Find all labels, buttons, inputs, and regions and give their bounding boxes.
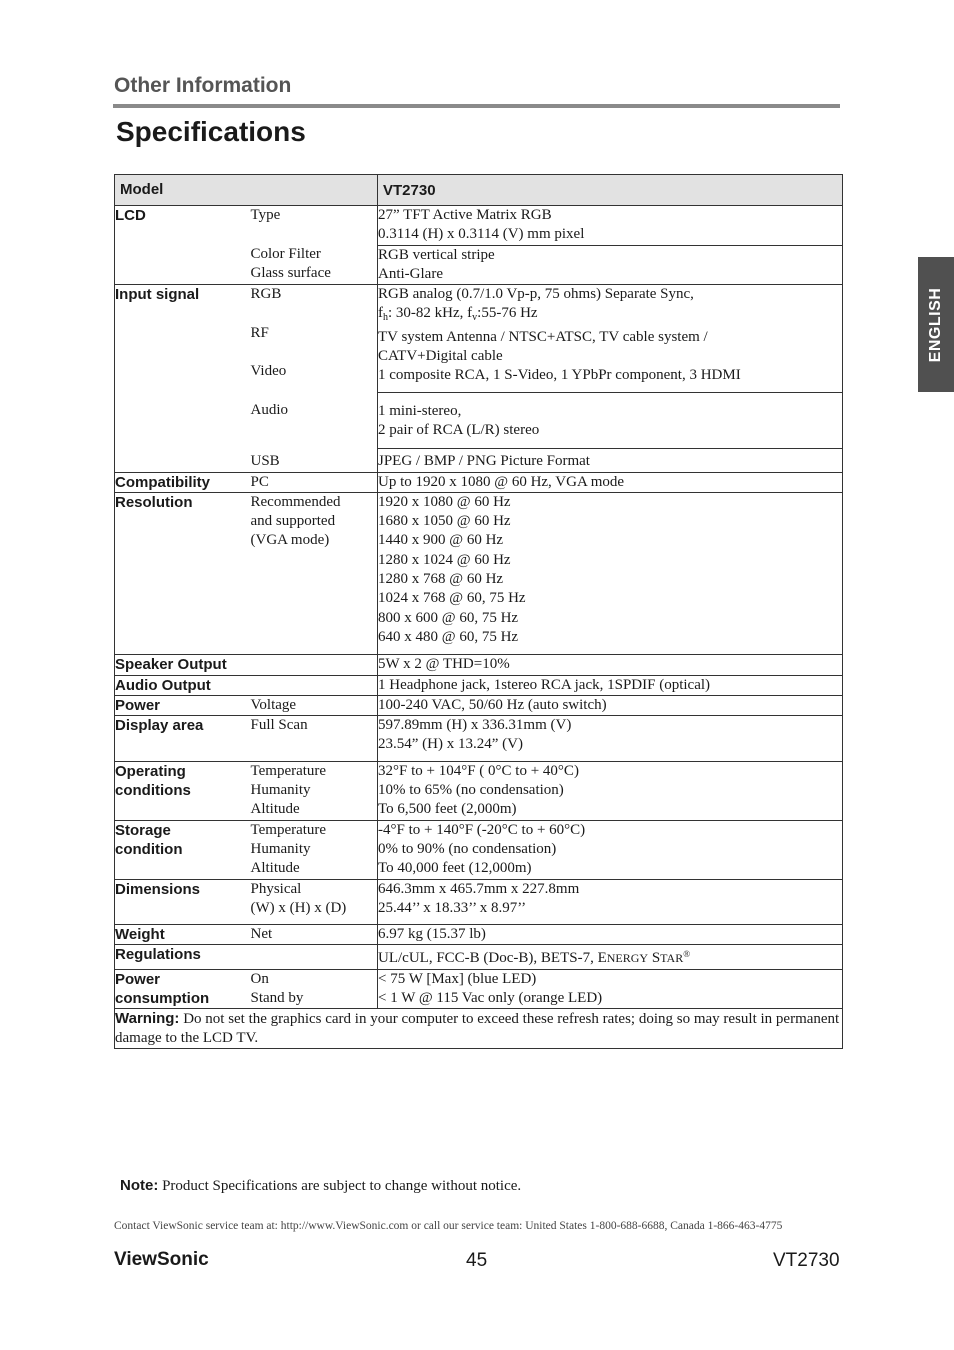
regulations-label: Regulations [115,945,378,969]
power-consumption-label [115,969,251,1009]
input-values [378,285,843,392]
table-row-display-area [115,716,843,762]
lcd-filter-value [378,245,843,285]
glass-surface-label: Glass surface [250,265,331,282]
contact-info: Contact ViewSonic service team at: http://www.ViewSonic.com or call our service team: United States 1-800-688-6688, Canada 1-866-463-4775 [114,1220,783,1232]
dimensions-sub-line: (W) x (H) x (D) [250,899,347,916]
dimensions-sub [251,879,378,925]
color-filter-label: Color Filter [250,246,321,263]
input-sub-labels [251,285,378,392]
warning-text [115,1009,843,1049]
table-row-speaker [115,655,843,675]
operating-value-line: 10% to 65% (no condensation) [378,782,564,799]
power-consumption-line: < 75 W [Max] (blue LED) [378,970,537,987]
lcd-type-value [378,206,843,246]
rgb-value: RGB analog (0.7/1.0 Vp-p, 75 ohms) Separate Sync, [378,286,694,303]
power-consumption-sub-line: On [250,970,269,987]
dimensions-value [378,879,843,925]
page-number: 45 [466,1250,488,1271]
power-consumption-label-line: Power [115,970,161,988]
dimensions-label: Dimensions [115,879,251,925]
storage-value-line: 0% to 90% (no condensation) [378,840,557,857]
audio-value [378,392,843,449]
usb-value: JPEG / BMP / PNG Picture Format [378,449,843,472]
table-row-weight [115,925,843,945]
note [120,1177,521,1195]
table-row-power-consumption [115,969,843,1009]
storage-label-line: Storage [115,821,171,839]
rgb-label: RGB [250,286,282,303]
video-label: Video [250,363,287,380]
audio-output-value: 1 Headphone jack, 1stereo RCA jack, 1SPDIF (optical) [378,675,843,695]
power-consumption-sub-line: Stand by [250,989,304,1006]
glass-surface-value: Anti-Glare [378,265,443,282]
operating-sub-line: Altitude [250,801,300,818]
resolution-sub-line: and supported [250,513,336,530]
table-row-dimensions [115,879,843,925]
table-row-operating [115,761,843,820]
section-divider [113,104,840,108]
operating-sub-line: Temperature [250,762,327,779]
resolution-sub-line: (VGA mode) [250,532,330,549]
resolution-mode: 640 x 480 @ 60, 75 Hz [378,628,519,645]
storage-sub-line: Humanity [250,840,311,857]
resolution-mode: 1680 x 1050 @ 60 Hz [378,513,511,530]
table-row-audio-output [115,675,843,695]
lcd-label: LCD [115,206,251,285]
table-row-model [115,175,843,206]
power-label: Power [115,695,251,715]
display-area-value [378,716,843,762]
footer-model: VT2730 [773,1250,840,1271]
note-body: Product Specifications are subject to change without notice. [158,1178,522,1194]
audio-value-line: 1 mini-stereo, [378,402,462,419]
regulations-value: UL/cUL, FCC-B (Doc-B), BETS-7, ENERGY STAR® [378,945,843,969]
storage-label [115,820,251,879]
display-area-line: 597.89mm (H) x 336.31mm (V) [378,717,572,734]
weight-sub: Net [251,925,378,945]
page-title: Specifications [116,116,306,147]
operating-sub-line: Humanity [250,782,311,799]
usb-label: USB [250,452,280,469]
resolution-mode: 1440 x 900 @ 60 Hz [378,532,504,549]
lcd-type-line: 27” TFT Active Matrix RGB [378,207,552,223]
table-row-compatibility [115,472,843,492]
language-tab[interactable] [918,257,954,392]
resolution-sub [251,492,378,654]
lcd-type-label: Type [251,206,378,246]
power-consumption-line: < 1 W @ 115 Vac only (orange LED) [378,989,603,1006]
table-row-input [115,285,843,392]
video-value: 1 composite RCA, 1 S-Video, 1 YPbPr component, 3 HDMI [378,367,741,384]
storage-sub [251,820,378,879]
operating-value-line: 32°F to + 104°F ( 0°C to + 40°C) [378,762,579,779]
resolution-mode: 1280 x 768 @ 60 Hz [378,571,504,588]
operating-value [378,761,843,820]
speaker-label: Speaker Output [115,655,378,675]
power-sub: Voltage [251,695,378,715]
operating-label [115,761,251,820]
table-row-regulations [115,945,843,969]
power-consumption-sub [251,969,378,1009]
storage-value-line: -4°F to + 140°F (-20°C to + 60°C) [378,821,586,838]
power-value: 100-240 VAC, 50/60 Hz (auto switch) [378,695,843,715]
resolution-mode: 1024 x 768 @ 60, 75 Hz [378,590,526,607]
table-row-warning [115,1009,843,1049]
resolution-values [378,492,843,654]
power-consumption-label-line: consumption [115,989,210,1007]
storage-sub-line: Altitude [250,860,300,877]
speaker-value: 5W x 2 @ THD=10% [378,655,843,675]
dimensions-value-line: 25.44’’ x 18.33’’ x 8.97’’ [378,899,527,916]
weight-label: Weight [115,925,251,945]
input-label: Input signal [115,285,251,472]
model-value: VT2730 [378,175,843,206]
dimensions-value-line: 646.3mm x 465.7mm x 227.8mm [378,880,580,897]
operating-value-line: To 6,500 feet (2,000m) [378,801,517,818]
resolution-sub-line: Recommended [250,493,341,510]
display-area-line: 23.54” (H) x 13.24” (V) [378,736,523,753]
storage-label-line: condition [115,840,183,858]
storage-sub-line: Temperature [250,821,327,838]
specifications-table [114,174,843,1049]
resolution-mode: 1920 x 1080 @ 60 Hz [378,493,511,510]
operating-label-line: Operating [115,762,186,780]
rf-value-line: TV system Antenna / NTSC+ATSC, TV cable system / [378,328,708,345]
warning-label: Warning: [115,1010,180,1028]
footer-brand: ViewSonic [114,1249,209,1270]
operating-sub [251,761,378,820]
audio-label: Audio [250,402,288,419]
rf-label: RF [250,324,269,341]
compatibility-sub: PC [251,472,378,492]
weight-value: 6.97 kg (15.37 lb) [378,925,843,945]
table-row-lcd [115,206,843,246]
language-tab-label: ENGLISH [927,287,944,362]
operating-label-line: conditions [115,781,191,799]
compatibility-label: Compatibility [115,472,251,492]
warning-body: Do not set the graphics card in your computer to exceed these refresh rates; doing so may result in permanent damage to the LCD TV. [115,1011,840,1047]
note-label: Note: [120,1177,159,1194]
resolution-label: Resolution [115,492,251,654]
dimensions-sub-line: Physical [250,880,302,897]
color-filter-value: RGB vertical stripe [378,246,495,263]
rgb-frequency: $f_h$: 30-82 kHz, $f_v:55-76$ Hz [378,305,538,324]
compatibility-value: Up to 1920 x 1080 @ 60 Hz, VGA mode [378,472,843,492]
power-consumption-value [378,969,843,1009]
resolution-mode: 1280 x 1024 @ 60 Hz [378,551,511,568]
table-row-resolution [115,492,843,654]
resolution-mode: 800 x 600 @ 60, 75 Hz [378,609,519,626]
audio-value-line: 2 pair of RCA (L/R) stereo [378,421,540,438]
section-title: Other Information [114,74,292,97]
table-row-power [115,695,843,715]
rf-value-line: CATV+Digital cable [378,348,503,365]
table-row-storage [115,820,843,879]
model-label: Model [115,175,378,206]
lcd-filter-label [251,245,378,285]
storage-value-line: To 40,000 feet (12,000m) [378,860,532,877]
display-area-sub: Full Scan [251,716,378,762]
display-area-label: Display area [115,716,251,762]
storage-value [378,820,843,879]
lcd-pixel-line: 0.3114 (H) x 0.3114 (V) mm pixel [378,226,585,243]
audio-output-label: Audio Output [115,675,378,695]
